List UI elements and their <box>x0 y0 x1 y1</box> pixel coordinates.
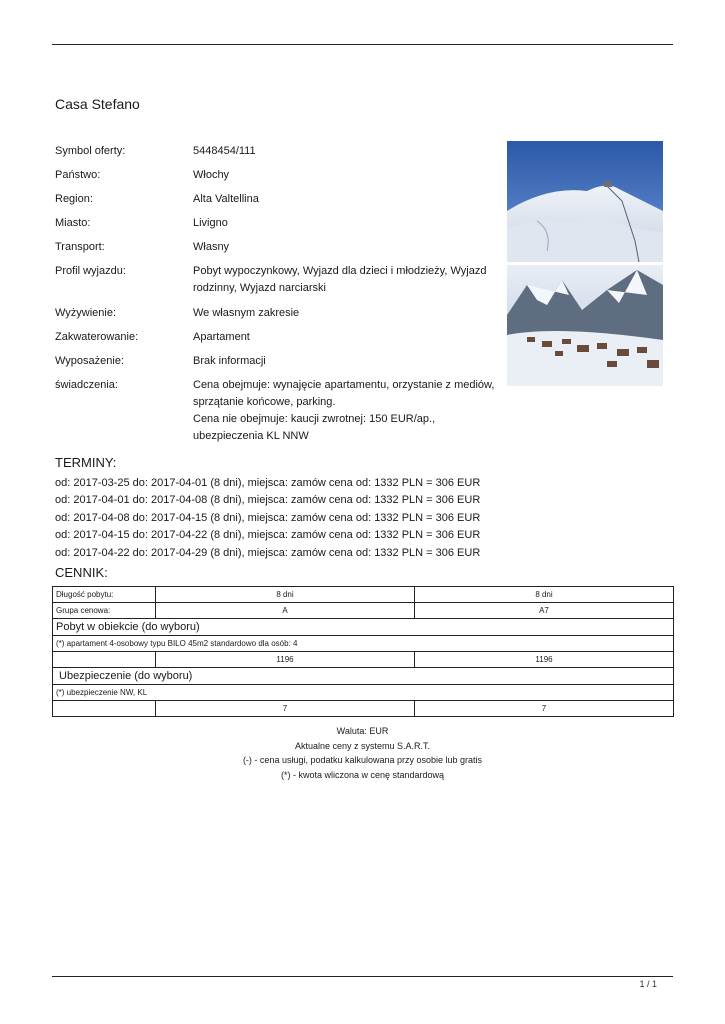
board-value: We własnym zakresie <box>193 307 300 319</box>
services-line1: Cena obejmuje: wynajęcie apartamentu, orzystanie z mediów, <box>193 379 495 391</box>
board-label: Wyżywienie: <box>55 307 117 319</box>
transport-label: Transport: <box>55 241 105 253</box>
country-label: Państwo: <box>55 169 101 181</box>
mountain-village-photo <box>507 265 663 386</box>
country-value: Włochy <box>193 169 230 181</box>
stay-item: (*) apartament 4-osobowy typu BILO 45m2 standardowo dla osób: 4 <box>53 636 674 652</box>
table-row <box>53 668 674 685</box>
insurance-price-a: 7 <box>156 701 415 717</box>
profile-label: Profil wyjazdu: <box>55 265 126 277</box>
accommodation-value: Apartament <box>193 331 250 343</box>
page-title: Casa Stefano <box>55 96 140 112</box>
table-row <box>53 701 674 717</box>
group-b: A7 <box>415 603 674 619</box>
termin-item: od: 2017-04-01 do: 2017-04-08 (8 dni), miejsca: zamów cena od: 1332 PLN = 306 EUR <box>55 494 481 507</box>
insurance-section-title: Ubezpieczenie (do wyboru) <box>53 668 674 685</box>
table-row <box>53 636 674 652</box>
table-row <box>53 685 674 701</box>
table-row <box>53 603 674 619</box>
table-row <box>53 652 674 668</box>
table-row <box>53 587 674 603</box>
termin-item: od: 2017-04-15 do: 2017-04-22 (8 dni), miejsca: zamów cena od: 1332 PLN = 306 EUR <box>55 529 481 542</box>
region-label: Region: <box>55 193 93 205</box>
services-label: świadczenia: <box>55 379 118 391</box>
insurance-item: (*) ubezpieczenie NW, KL <box>53 685 674 701</box>
symbol-label: Symbol oferty: <box>55 145 126 157</box>
group-label: Grupa cenowa: <box>53 603 156 619</box>
termin-item: od: 2017-04-22 do: 2017-04-29 (8 dni), miejsca: zamów cena od: 1332 PLN = 306 EUR <box>55 546 481 559</box>
group-a: A <box>156 603 415 619</box>
equipment-value: Brak informacji <box>193 355 266 367</box>
termin-item: od: 2017-03-25 do: 2017-04-01 (8 dni), miejsca: zamów cena od: 1332 PLN = 306 EUR <box>55 477 481 489</box>
city-value: Livigno <box>193 217 228 229</box>
region-value: Alta Valtellina <box>193 193 259 205</box>
duration-a: 8 dni <box>156 587 415 603</box>
page-number: 1 / 1 <box>639 979 657 989</box>
city-label: Miasto: <box>55 217 91 229</box>
empty-cell <box>53 652 156 668</box>
price-table <box>52 586 674 717</box>
accommodation-label: Zakwaterowanie: <box>55 331 139 343</box>
services-line4: ubezpieczenia KL NNW <box>193 430 309 442</box>
insurance-price-b: 7 <box>415 701 674 717</box>
transport-value: Własny <box>193 241 230 253</box>
duration-b: 8 dni <box>415 587 674 603</box>
offer-details <box>55 143 505 445</box>
legend-note-1: (-) - cena usługi, podatku kalkulowana przy osobie lub gratis <box>242 755 483 765</box>
terminy-list <box>55 475 480 562</box>
bottom-rule <box>52 976 673 977</box>
profile-value-line2: rodzinny, Wyjazd narciarski <box>193 282 326 294</box>
services-line2: sprzątanie końcowe, parking. <box>193 396 336 408</box>
source-note: Aktualne ceny z systemu S.A.R.T. <box>294 740 431 751</box>
profile-value-line1: Pobyt wypoczynkowy, Wyjazd dla dzieci i młodzieży, Wyjazd <box>193 265 487 277</box>
table-row <box>53 619 674 636</box>
stay-price-b: 1196 <box>415 652 674 668</box>
termin-item: od: 2017-04-08 do: 2017-04-15 (8 dni), miejsca: zamów cena od: 1332 PLN = 306 EUR <box>55 511 481 524</box>
top-rule <box>52 44 673 45</box>
services-line3: Cena nie obejmuje: kaucji zwrotnej: 150 EUR/ap., <box>193 413 436 425</box>
legend-note-2: (*) - kwota wliczona w cenę standardową <box>280 769 445 780</box>
footer-notes <box>52 724 673 782</box>
stay-price-a: 1196 <box>156 652 415 668</box>
currency-note: Waluta: EUR <box>336 726 389 736</box>
stay-section-title: Pobyt w obiekcie (do wyboru) <box>53 619 674 636</box>
duration-label: Długość pobytu: <box>53 587 156 603</box>
empty-cell <box>53 701 156 717</box>
terminy-heading: TERMINY: <box>55 455 117 470</box>
ski-slope-photo <box>507 141 663 262</box>
symbol-value: 5448454/111 <box>193 145 256 157</box>
cennik-heading: CENNIK: <box>55 565 108 580</box>
equipment-label: Wyposażenie: <box>55 355 124 367</box>
